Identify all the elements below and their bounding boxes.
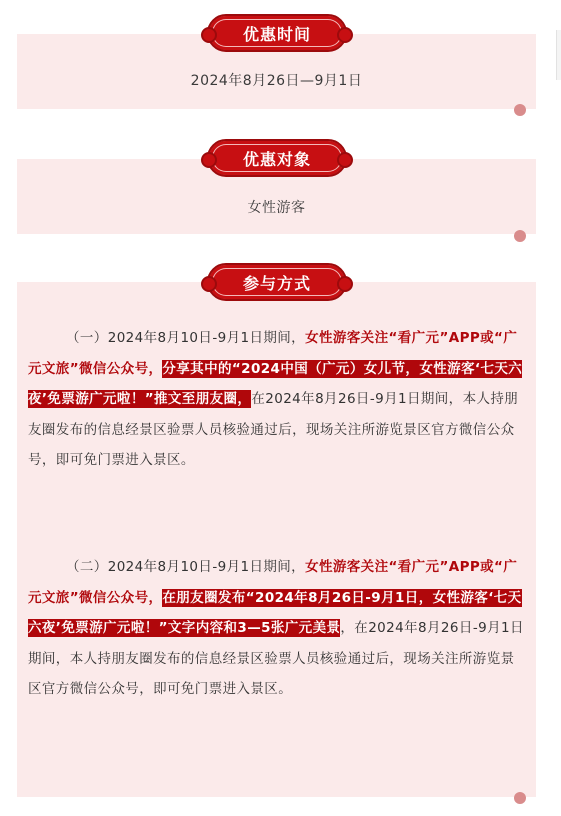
decor-dot [514,104,526,116]
paragraph-2-rest: ，在2024年8月26日-9月1日期间，本人持朋友圈发布的信息经景区验票人员核验通过后，现场关注所游览景区官方微信公众号，即可免门票进入景区。 [28,620,524,698]
discount-period: 2024年8月26日—9月1日 [190,73,363,89]
section-method-title: 参与方式 [207,263,347,301]
method-paragraph-2 [28,552,524,705]
paragraph-2-highlight: 在朋友圈发布“2024年8月26日-9月1日，女性游客‘七天六夜’免票游广元啦！”文字内容和3—5张广元美景 [28,589,522,637]
paragraph-2-emphasis: 女性游客关注“看广元”APP或“广元文旅”微信公众号， [28,559,518,606]
decor-dot [514,230,526,242]
paragraph-2-prefix: （二）2024年8月10日-9月1日期间， [66,559,306,575]
scrollbar[interactable] [556,30,561,80]
paragraph-1-highlight: 分享其中的“2024中国（广元）女儿节，女性游客‘七天六夜’免票游广元啦！”推文至朋友圈， [28,360,523,408]
paragraph-1-emphasis: 女性游客关注“看广元”APP或“广元文旅”微信公众号， [28,330,518,377]
target-audience: 女性游客 [247,200,306,216]
decor-dot [514,792,526,804]
method-paragraph-1 [28,323,524,476]
paragraph-1-rest: 在2024年8月26日-9月1日期间，本人持朋友圈发布的信息经景区验票人员核验通过后，现场关注所游览景区官方微信公众号，即可免门票进入景区。 [28,391,519,469]
section-target-title: 优惠对象 [207,139,347,177]
section-time-title: 优惠时间 [207,14,347,52]
paragraph-1-prefix: （一）2024年8月10日-9月1日期间， [66,330,306,346]
